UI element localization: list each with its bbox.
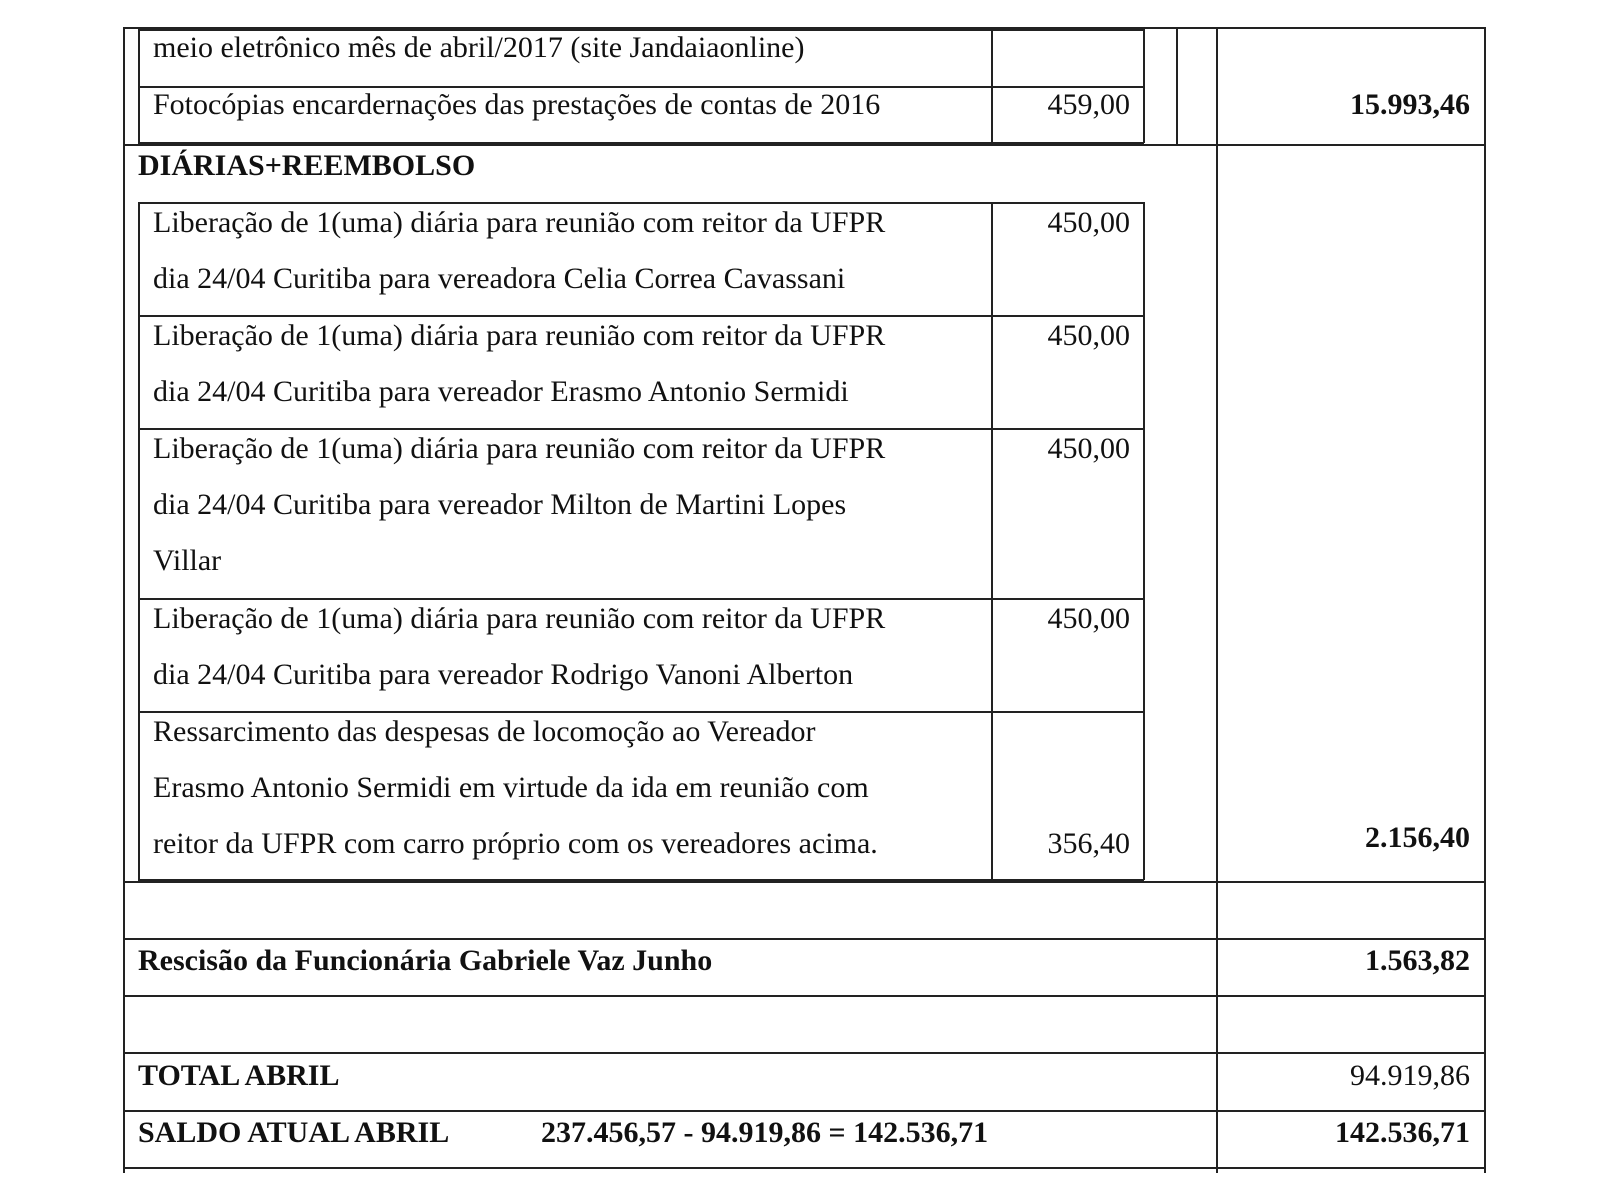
outer-right-line xyxy=(1484,27,1486,1173)
top-row2-value: 459,00 xyxy=(1047,88,1130,121)
total-label: TOTAL ABRIL xyxy=(138,1059,340,1092)
rescisao-value: 1.563,82 xyxy=(1365,944,1470,977)
diaria-3-value: 450,00 xyxy=(1047,432,1130,465)
diaria-4-line-2: dia 24/04 Curitiba para vereador Rodrigo Vanoni Alberton xyxy=(153,658,854,691)
diaria-3-line-1: Liberação de 1(uma) diária para reunião com reitor da UFPR xyxy=(153,432,886,465)
section-right-line xyxy=(1176,27,1178,144)
diarias-subtotal: 2.156,40 xyxy=(1365,821,1470,854)
diaria-1-line-1: Liberação de 1(uma) diária para reunião com reitor da UFPR xyxy=(153,206,886,239)
saldo-formula: 237.456,57 - 94.919,86 = 142.536,71 xyxy=(541,1116,989,1149)
total-value: 94.919,86 xyxy=(1350,1059,1470,1092)
row-line-7 xyxy=(123,1167,1485,1169)
rescisao-label: Rescisão da Funcionária Gabriele Vaz Junho xyxy=(138,944,713,977)
diaria-2-value: 450,00 xyxy=(1047,319,1130,352)
diaria-4-value: 450,00 xyxy=(1047,602,1130,635)
saldo-label: SALDO ATUAL ABRIL xyxy=(138,1116,450,1149)
saldo-value: 142.536,71 xyxy=(1335,1116,1470,1149)
row-line-2 xyxy=(123,881,1485,883)
diaria-1-value: 450,00 xyxy=(1047,206,1130,239)
diaria-2-line-1: Liberação de 1(uma) diária para reunião com reitor da UFPR xyxy=(153,319,886,352)
outer-mid-line xyxy=(1216,27,1218,1173)
diaria-4-line-1: Liberação de 1(uma) diária para reunião com reitor da UFPR xyxy=(153,602,886,635)
reembolso-line-2: Erasmo Antonio Sermidi em virtude da ida em reunião com xyxy=(153,771,869,804)
reembolso-line-3: reitor da UFPR com carro próprio com os vereadores acima. xyxy=(153,827,878,860)
reembolso-value: 356,40 xyxy=(1047,827,1130,860)
reembolso-line-1: Ressarcimento das despesas de locomoção ao Vereador xyxy=(153,715,816,748)
diaria-3-line-3: Villar xyxy=(153,544,222,577)
top-subtotal: 15.993,46 xyxy=(1350,88,1470,121)
top-row1-description: meio eletrônico mês de abril/2017 (site Jandaiaonline) xyxy=(153,31,805,64)
diaria-2-line-2: dia 24/04 Curitiba para vereador Erasmo Antonio Sermidi xyxy=(153,375,849,408)
top-row2-description: Fotocópias encardernações das prestações de contas de 2016 xyxy=(153,88,881,121)
diaria-1-line-2: dia 24/04 Curitiba para vereadora Celia Correa Cavassani xyxy=(153,262,846,295)
outer-left-line xyxy=(123,27,125,1173)
diaria-3-line-2: dia 24/04 Curitiba para vereador Milton de Martini Lopes xyxy=(153,488,847,521)
diarias-heading: DIÁRIAS+REEMBOLSO xyxy=(138,149,476,182)
row-line-4 xyxy=(123,995,1485,997)
